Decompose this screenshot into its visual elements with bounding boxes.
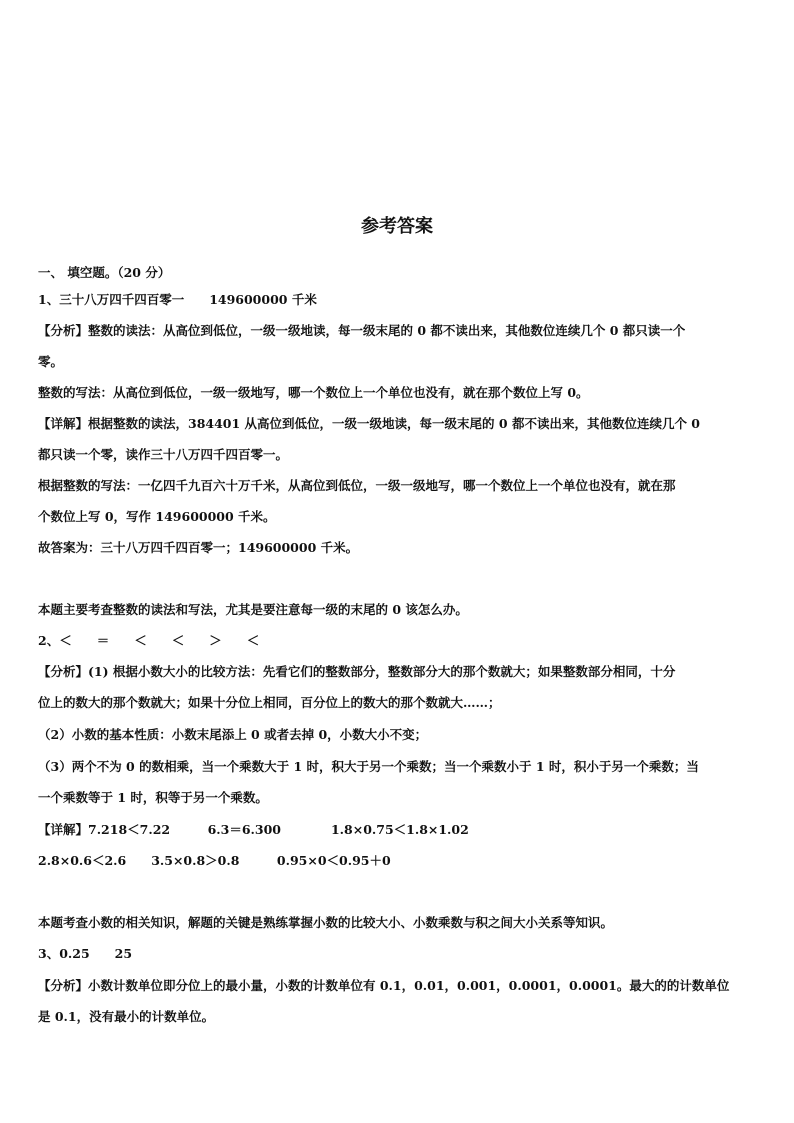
- q1-comment: 本题主要考查整数的读法和写法，尤其是要注意每一级的末尾的 0 该怎么办。: [38, 602, 468, 617]
- q1-detail-line: 根据整数的写法：一亿四千九百六十万千米，从高位到低位，一级一级地写，哪一个数位上一个单位也没有，就在那: [38, 478, 676, 493]
- q1-analysis-line: 零。: [38, 354, 64, 369]
- q3-analysis-line: 是 0.1，没有最小的计数单位。: [38, 1009, 215, 1024]
- q1-detail-line: 个数位上写 0，写作 149600000 千米。: [38, 509, 276, 524]
- q2-detail-line: 【详解】7.218＜7.22 6.3＝6.300 1.8×0.75＜1.8×1.02: [38, 822, 469, 837]
- page-title: 参考答案: [361, 216, 433, 237]
- q3-analysis-line: 【分析】小数计数单位即分位上的最小量，小数的计数单位有 0.1，0.01，0.001，0.0001，0.0001。最大的的计数单位: [38, 978, 730, 993]
- q3-answer: 3、0.25 25: [38, 946, 133, 961]
- q2-analysis-line: （3）两个不为 0 的数相乘，当一个乘数大于 1 时，积大于另一个乘数；当一个乘数小于 1 时，积小于另一个乘数；当: [38, 759, 699, 774]
- q2-answer: 2、＜ ＝ ＜ ＜ ＞ ＜: [38, 633, 260, 648]
- q1-answer: 1、三十八万四千四百零一 149600000 千米: [38, 292, 317, 307]
- q2-analysis-line: 位上的数大的那个数就大；如果十分位上相同，百分位上的数大的那个数就大……；: [38, 695, 501, 710]
- q1-analysis-line: 【分析】整数的读法：从高位到低位，一级一级地读，每一级末尾的 0 都不读出来，其他数位连续几个 0 都只读一个: [38, 323, 686, 338]
- q2-comment: 本题考查小数的相关知识，解题的关键是熟练掌握小数的比较大小、小数乘数与积之间大小关系等知识。: [38, 915, 614, 930]
- q2-analysis-line: 一个乘数等于 1 时，积等于另一个乘数。: [38, 790, 268, 805]
- q1-conclusion: 故答案为：三十八万四千四百零一；149600000 千米。: [38, 540, 359, 555]
- q1-analysis-line: 整数的写法：从高位到低位，一级一级地写，哪一个数位上一个单位也没有，就在那个数位上写 0。: [38, 385, 589, 400]
- section-heading: 一、 填空题。（20 分）: [38, 265, 171, 280]
- q1-detail-line: 都只读一个零，读作三十八万四千四百零一。: [38, 447, 289, 462]
- q2-detail-line: 2.8×0.6＜2.6 3.5×0.8＞0.8 0.95×0＜0.95＋0: [38, 853, 391, 868]
- q2-analysis-line: 【分析】(1) 根据小数大小的比较方法：先看它们的整数部分，整数部分大的那个数就大；如果整数部分相同，十分: [38, 664, 676, 679]
- q2-analysis-line: （2）小数的基本性质：小数末尾添上 0 或者去掉 0，小数大小不变；: [38, 727, 428, 742]
- q1-detail-line: 【详解】根据整数的读法，384401 从高位到低位，一级一级地读，每一级末尾的 0 都不读出来，其他数位连续几个 0: [38, 416, 700, 431]
